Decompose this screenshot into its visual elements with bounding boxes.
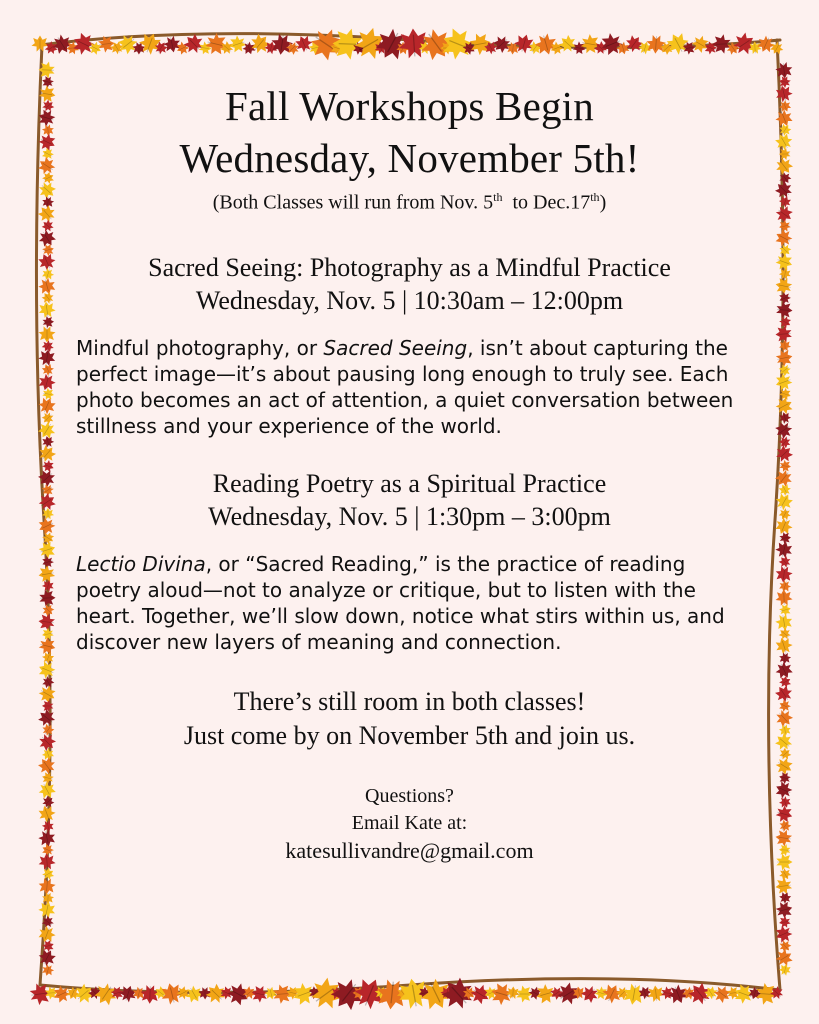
class-2-desc-after: , or “Sacred Reading,” is the practice of reading poetry aloud—not to analyze or critique, but to listen with the heart. Together, we’ll slow down, notice what stirs within us, and discover new layers of meaning and connection.	[76, 551, 725, 654]
autumn-leaf-icon	[774, 828, 792, 847]
autumn-leaf-icon	[38, 348, 57, 366]
autumn-leaf-icon	[712, 34, 731, 54]
autumn-leaf-icon	[42, 892, 55, 904]
autumn-leaf-icon	[37, 300, 56, 318]
autumn-leaf-icon	[776, 854, 792, 871]
autumn-leaf-icon	[779, 459, 792, 472]
class-2-schedule: Wednesday, Nov. 5 | 1:30pm – 3:00pm	[208, 501, 611, 531]
contact-prompt: Email Kate at:	[351, 811, 468, 834]
availability-callout	[70, 685, 749, 753]
subtitle-mid: to Dec.17	[502, 191, 591, 214]
autumn-leaf-icon	[777, 506, 793, 522]
autumn-leaf-icon	[777, 290, 792, 306]
class-1-name: Sacred Seeing: Photography as a Mindful Practice	[148, 252, 671, 282]
autumn-leaf-icon	[778, 267, 792, 280]
autumn-leaf-icon	[37, 276, 58, 296]
autumn-leaf-icon	[778, 652, 791, 664]
contact-email-link[interactable]: katesullivandre@gmail.com	[285, 837, 534, 863]
autumn-leaf-icon	[41, 243, 55, 258]
autumn-leaf-icon	[779, 340, 792, 352]
autumn-leaf-icon	[42, 700, 54, 712]
autumn-leaf-icon	[42, 124, 55, 136]
subtitle-sup-2: th	[590, 190, 600, 204]
autumn-leaf-icon	[40, 170, 56, 186]
class-1-section	[70, 251, 749, 439]
title-line-2: Wednesday, November 5th!	[179, 135, 640, 181]
callout-line-2: Just come by on November 5th and join us.	[183, 720, 636, 750]
autumn-leaf-icon	[198, 41, 212, 55]
contact-block	[70, 783, 749, 866]
autumn-leaf-icon	[40, 362, 56, 377]
autumn-leaf-icon	[42, 316, 54, 329]
autumn-leaf-icon	[516, 986, 532, 1003]
autumn-leaf-icon	[776, 301, 793, 319]
subtitle-suffix: )	[599, 191, 607, 214]
class-2-name: Reading Poetry as a Spiritual Practice	[212, 468, 607, 498]
class-2-description	[76, 551, 748, 655]
autumn-leaf-icon	[38, 613, 56, 632]
class-1-desc-emphasis: Sacred Seeing	[323, 335, 468, 360]
subtitle-sup-1: th	[493, 190, 503, 204]
autumn-leaf-icon	[778, 219, 792, 233]
autumn-leaf-icon	[36, 251, 58, 273]
autumn-leaf-icon	[41, 771, 55, 785]
autumn-leaf-icon	[40, 98, 56, 115]
flyer-title	[70, 80, 749, 184]
autumn-leaf-icon	[39, 326, 56, 342]
autumn-leaf-icon	[227, 34, 248, 55]
subtitle-prefix: (Both Classes will run from Nov. 5	[212, 191, 494, 214]
class-1-description	[76, 335, 748, 439]
autumn-leaf-icon	[36, 659, 57, 681]
autumn-leaf-icon	[36, 372, 57, 392]
autumn-leaf-icon	[647, 985, 666, 1003]
class-1-schedule: Wednesday, Nov. 5 | 10:30am – 12:00pm	[195, 285, 624, 315]
autumn-leaf-icon	[45, 986, 58, 1000]
title-line-1: Fall Workshops Begin	[225, 83, 594, 129]
autumn-leaf-icon	[774, 877, 792, 896]
autumn-leaf-icon	[778, 579, 793, 593]
date-range-subtitle	[70, 190, 749, 215]
autumn-leaf-icon	[774, 899, 794, 920]
autumn-leaf-icon	[36, 924, 57, 945]
autumn-leaf-icon	[40, 914, 56, 930]
class-1-desc-before: Mindful photography, or	[76, 335, 324, 360]
autumn-leaf-icon	[38, 636, 58, 656]
autumn-leaf-icon	[40, 722, 56, 738]
contact-questions: Questions?	[365, 784, 454, 807]
class-1-desc-after: , isn’t about capturing the perfect image—it’s about pausing long enough to truly see. Each photo becomes an act of attention, a quiet conversation between stillness and your experience of the world.	[76, 335, 734, 438]
class-2-desc-emphasis: Lectio Divina	[76, 551, 206, 576]
autumn-leaf-icon	[774, 613, 794, 632]
class-1-title	[70, 251, 749, 317]
autumn-leaf-icon	[778, 724, 791, 737]
autumn-leaf-icon	[775, 589, 793, 606]
autumn-leaf-icon	[775, 348, 794, 368]
autumn-leaf-icon	[775, 566, 794, 584]
autumn-leaf-icon	[778, 915, 791, 929]
class-2-title	[70, 467, 749, 533]
class-2-section	[70, 467, 749, 655]
autumn-leaf-icon	[773, 371, 794, 392]
autumn-leaf-icon	[773, 659, 795, 681]
callout-line-1: There’s still room in both classes!	[233, 686, 586, 716]
autumn-leaf-icon	[773, 635, 794, 656]
autumn-leaf-icon	[774, 84, 794, 104]
flyer-content	[70, 80, 749, 866]
